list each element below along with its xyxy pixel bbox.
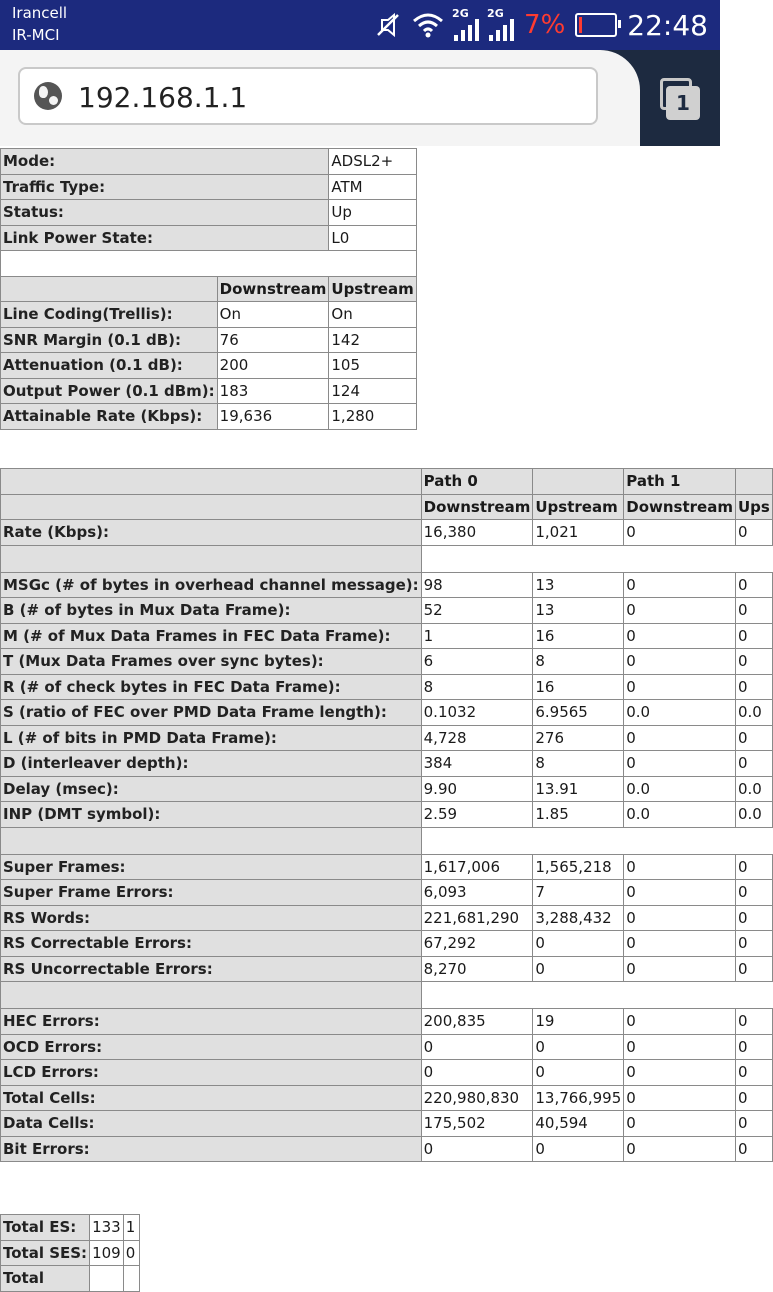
cell: 8 [533,751,624,777]
row-label: T (Mux Data Frames over sync bytes): [1,649,422,675]
group1 [1,572,773,827]
row-label: Bit Errors: [1,1136,422,1162]
group-spacer-bar [1,545,422,572]
table-row [1,200,417,226]
table-row [1,302,417,328]
cell: 0 [735,649,772,675]
cell: 1,617,006 [421,854,533,880]
cell: 0 [624,572,736,598]
stat-down: 19,636 [217,404,329,430]
carrier-name-1: Irancell [12,4,68,22]
table-row [1,1240,140,1266]
table-row [1,469,773,495]
row-label: RS Uncorrectable Errors: [1,956,422,982]
wifi-icon [412,12,444,38]
cell: 0 [735,725,772,751]
globe-icon [34,82,62,110]
table-row [1,802,773,828]
cell [123,1266,139,1292]
table-row [1,276,417,302]
cell: 1.85 [533,802,624,828]
cell: 0 [735,880,772,906]
header-blank [533,469,624,495]
network-type-1: 2G [452,7,469,20]
stat-label: Line Coding(Trellis): [1,302,218,328]
cell: 0 [624,1085,736,1111]
cell: 67,292 [421,931,533,957]
cell: 0 [624,931,736,957]
cell: 0 [624,520,736,546]
row-label: L (# of bits in PMD Data Frame): [1,725,422,751]
network-type-2: 2G [487,7,504,20]
stat-up: On [329,302,416,328]
table-row [1,404,417,430]
stat-up: 142 [329,327,416,353]
cell: 13.91 [533,776,624,802]
cell: 0.0 [624,700,736,726]
group-spacer-fill [421,827,772,854]
row-label: Super Frames: [1,854,422,880]
cell: 384 [421,751,533,777]
line-info-table [0,148,417,430]
table-row [1,854,773,880]
cell: 133 [90,1215,124,1241]
cell: 1,021 [533,520,624,546]
cell: 200,835 [421,1009,533,1035]
table-row [1,353,417,379]
cell: 0 [421,1060,533,1086]
cell: 8,270 [421,956,533,982]
battery-percent: 7% [524,10,566,40]
cell: 0 [421,1034,533,1060]
cell: 1,565,218 [533,854,624,880]
downstream-header: Downstream [217,276,329,302]
header-blank [1,494,422,520]
cell: 0 [735,674,772,700]
cell: 0 [421,1136,533,1162]
row-label: M (# of Mux Data Frames in FEC Data Frame): [1,623,422,649]
header-blank [1,469,422,495]
cell: 0 [735,1136,772,1162]
table-row [1,649,773,675]
table-row [1,700,773,726]
table-row [1,1111,773,1137]
cell: 0 [624,598,736,624]
cell: 40,594 [533,1111,624,1137]
status-value: Up [329,200,416,226]
cell: 16 [533,674,624,700]
group-spacer-fill [421,982,772,1009]
cell: 3,288,432 [533,905,624,931]
table-row [1,1060,773,1086]
cell: 0.0 [735,700,772,726]
stat-up: 1,280 [329,404,416,430]
row-label: Super Frame Errors: [1,880,422,906]
row-label: RS Words: [1,905,422,931]
cell: 0 [533,1034,624,1060]
mode-label: Mode: [1,149,329,175]
row-label: B (# of bytes in Mux Data Frame): [1,598,422,624]
cell: 0 [624,649,736,675]
cell: 0.0 [735,802,772,828]
clock: 22:48 [627,8,708,42]
table-row [1,251,417,277]
cell: 0 [735,1111,772,1137]
status-bar [0,0,720,50]
table-row [1,598,773,624]
cell: 6 [421,649,533,675]
cell: 0 [624,1136,736,1162]
group-spacer [1,545,773,572]
table-row [1,880,773,906]
cell: 0 [624,880,736,906]
cell: 0 [123,1240,139,1266]
table-row [1,174,417,200]
battery-icon [575,13,617,37]
table-row [1,623,773,649]
cell: 9.90 [421,776,533,802]
group-spacer-fill [421,545,772,572]
cell: 0 [735,1085,772,1111]
cell: 175,502 [421,1111,533,1137]
cell: 0 [735,1009,772,1035]
row-label: D (interleaver depth): [1,751,422,777]
row-label: MSGc (# of bytes in overhead channel message): [1,572,422,598]
stat-label: Attainable Rate (Kbps): [1,404,218,430]
cell: 0.0 [735,776,772,802]
cell: 0 [735,956,772,982]
url-text[interactable]: 192.168.1.1 [78,81,248,114]
group-spacer-bar [1,827,422,854]
cell [90,1266,124,1292]
row-label: RS Correctable Errors: [1,931,422,957]
cell: 220,980,830 [421,1085,533,1111]
link-power-state-label: Link Power State: [1,225,329,251]
cell: 7 [533,880,624,906]
rate-label: Rate (Kbps): [1,520,422,546]
table-row [1,572,773,598]
table-row [1,1136,773,1162]
cell: 6,093 [421,880,533,906]
table-row [1,776,773,802]
cell: 0 [735,854,772,880]
cell: 0.1032 [421,700,533,726]
stat-up: 124 [329,378,416,404]
cell: 0 [735,1060,772,1086]
table-row [1,520,773,546]
cell: 0 [735,1034,772,1060]
table-row [1,725,773,751]
cell: 0 [624,1034,736,1060]
cell: 0 [735,520,772,546]
table-row [1,956,773,982]
cell: 0 [624,751,736,777]
table-row [1,327,417,353]
stat-label: SNR Margin (0.1 dB): [1,327,218,353]
cell: 8 [533,649,624,675]
cell: 0 [735,931,772,957]
traffic-type-value: ATM [329,174,416,200]
row-label: HEC Errors: [1,1009,422,1035]
cell: 109 [90,1240,124,1266]
link-power-state-value: L0 [329,225,416,251]
table-row [1,1009,773,1035]
row-label: Data Cells: [1,1111,422,1137]
carrier-name-2: IR-MCI [12,26,60,44]
group3 [1,1009,773,1162]
cell: 0 [533,931,624,957]
cell: 0 [735,905,772,931]
table-row [1,1266,140,1292]
total-label: Total ES: [1,1215,90,1241]
cell: 1 [123,1215,139,1241]
table-row [1,905,773,931]
cell: 98 [421,572,533,598]
mute-icon [374,11,402,39]
signal-icon-1 [454,9,479,41]
path0-downstream-header: Downstream [421,494,533,520]
status-label: Status: [1,200,329,226]
cell: 8 [421,674,533,700]
totals-table [0,1214,140,1292]
address-bar[interactable] [18,67,598,125]
cell: 52 [421,598,533,624]
row-label: Delay (msec): [1,776,422,802]
group2 [1,854,773,982]
cell: 2.59 [421,802,533,828]
path1-downstream-header: Downstream [624,494,736,520]
cell: 0 [624,1111,736,1137]
cell: 0 [624,725,736,751]
cell: 0 [735,623,772,649]
cell: 4,728 [421,725,533,751]
table-row [1,751,773,777]
group-spacer-bar [1,982,422,1009]
browser-toolbar [0,50,720,146]
upstream-header: Upstream [329,276,416,302]
row-label: S (ratio of FEC over PMD Data Frame length): [1,700,422,726]
cell: 19 [533,1009,624,1035]
total-label: Total [1,1266,90,1292]
path1-upstream-header: Ups [735,494,772,520]
cell: 0 [533,1060,624,1086]
cell: 13 [533,572,624,598]
header-blank [735,469,772,495]
signal-icon-2 [489,9,514,41]
stat-down: On [217,302,329,328]
url-panel [0,50,640,146]
path0-upstream-header: Upstream [533,494,624,520]
stat-down: 76 [217,327,329,353]
stat-label: Output Power (0.1 dBm): [1,378,218,404]
group-spacer [1,982,773,1009]
path-stats-table [0,468,773,1162]
cell: 276 [533,725,624,751]
stat-up: 105 [329,353,416,379]
row-label: R (# of check bytes in FEC Data Frame): [1,674,422,700]
cell: 0 [735,598,772,624]
mode-value: ADSL2+ [329,149,416,175]
cell: 1 [421,623,533,649]
group-spacer [1,827,773,854]
cell: 0 [735,572,772,598]
table-row [1,225,417,251]
table-row [1,931,773,957]
path1-header: Path 1 [624,469,736,495]
stat-label: Attenuation (0.1 dB): [1,353,218,379]
table-row [1,1085,773,1111]
header-blank [1,276,218,302]
cell: 0.0 [624,776,736,802]
cell: 221,681,290 [421,905,533,931]
table-row [1,378,417,404]
stat-down: 200 [217,353,329,379]
tab-count: 1 [666,86,700,120]
cell: 16,380 [421,520,533,546]
empty-row [1,251,417,277]
row-label: OCD Errors: [1,1034,422,1060]
cell: 13,766,995 [533,1085,624,1111]
cell: 0 [624,674,736,700]
stat-down: 183 [217,378,329,404]
table-row [1,494,773,520]
cell: 0.0 [624,802,736,828]
row-label: Total Cells: [1,1085,422,1111]
path0-header: Path 0 [421,469,533,495]
cell: 0 [624,1060,736,1086]
table-row [1,1215,140,1241]
traffic-type-label: Traffic Type: [1,174,329,200]
cell: 0 [735,751,772,777]
row-label: LCD Errors: [1,1060,422,1086]
page-content [0,146,770,1288]
row-label: INP (DMT symbol): [1,802,422,828]
total-label: Total SES: [1,1240,90,1266]
cell: 0 [624,1009,736,1035]
cell: 0 [533,1136,624,1162]
cell: 0 [624,623,736,649]
cell: 6.9565 [533,700,624,726]
cell: 0 [624,905,736,931]
table-row [1,149,417,175]
cell: 0 [624,956,736,982]
table-row [1,1034,773,1060]
cell: 0 [533,956,624,982]
table-row [1,674,773,700]
tabs-button[interactable] [652,78,700,122]
cell: 13 [533,598,624,624]
cell: 0 [624,854,736,880]
cell: 16 [533,623,624,649]
